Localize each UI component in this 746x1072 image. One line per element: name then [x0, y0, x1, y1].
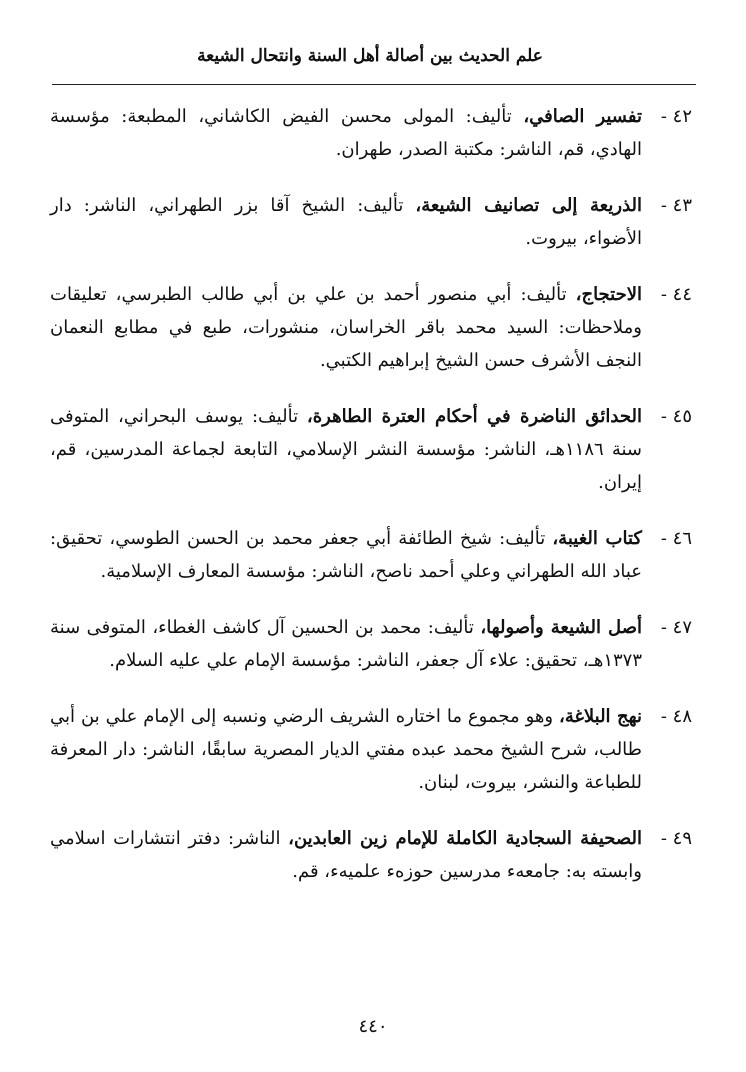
entry-title: الاحتجاج،	[575, 284, 642, 305]
entry-body	[50, 611, 642, 677]
entry-text: تأليف: المولى محسن الفيض الكاشاني، المطبعة: مؤسسة الهادي، قم، الناشر: مكتبة الصدر، طهران.	[50, 106, 642, 160]
bibliography-entry-49	[50, 822, 692, 888]
bibliography-entry-42	[50, 100, 692, 166]
entry-text: الناشر: دفتر انتشارات اسلامي وابسته به: جامعهء مدرسين حوزهء علميهء، قم.	[50, 828, 642, 882]
running-header: علم الحديث بين أصالة أهل السنة وانتحال الشيعة	[197, 46, 543, 66]
entry-text: تأليف: محمد بن الحسين آل كاشف الغطاء، المتوفى سنة ١٣٧٣هـ، تحقيق: علاء آل جعفر، الناشر: مؤسسة الإمام علي عليه السلام.	[50, 617, 642, 671]
entry-title: الحدائق الناضرة في أحكام العترة الطاهرة،	[306, 406, 642, 427]
entry-number: ٤٢ -	[660, 106, 692, 127]
entry-title: كتاب الغيبة،	[552, 528, 642, 549]
entry-number: ٤٩ -	[660, 828, 692, 849]
entry-title: أصل الشيعة وأصولها،	[480, 617, 642, 638]
entry-body	[50, 700, 642, 799]
entry-text: تأليف: أبي منصور أحمد بن علي بن أبي طالب الطبرسي، تعليقات وملاحظات: السيد محمد باقر الخراسان، منشورات، طبع في مطابع النعمان النجف الأشرف حسن الشيخ إبراهيم الكتبي.	[50, 284, 642, 371]
entry-title: الذريعة إلى تصانيف الشيعة،	[415, 195, 643, 216]
entry-title: نهج البلاغة،	[559, 706, 642, 727]
bibliography-entry-45	[50, 400, 692, 499]
entry-number: ٤٤ -	[660, 284, 692, 305]
entry-number: ٤٦ -	[660, 528, 692, 549]
bibliography-entry-44	[50, 278, 692, 377]
bibliography-entry-48	[50, 700, 692, 799]
entry-body	[50, 189, 642, 255]
page-number: ٤٤٠	[358, 1016, 388, 1037]
entry-number: ٤٥ -	[660, 406, 692, 427]
header-divider	[52, 84, 696, 85]
entry-body	[50, 100, 642, 166]
entry-number: ٤٧ -	[660, 617, 692, 638]
entry-body	[50, 522, 642, 588]
entry-body	[50, 400, 642, 499]
entry-text: تأليف: يوسف البحراني، المتوفى سنة ١١٨٦هـ، الناشر: مؤسسة النشر الإسلامي، التابعة لجماعة المدرسين، قم، إيران.	[50, 406, 643, 493]
entry-body	[50, 822, 642, 888]
bibliography-entry-47	[50, 611, 692, 677]
bibliography-list	[50, 100, 692, 911]
entry-title: تفسير الصافي،	[523, 106, 642, 127]
entry-number: ٤٣ -	[660, 195, 692, 216]
bibliography-entry-46	[50, 522, 692, 588]
bibliography-entry-43	[50, 189, 692, 255]
entry-number: ٤٨ -	[660, 706, 692, 727]
entry-text: وهو مجموع ما اختاره الشريف الرضي ونسبه إلى الإمام علي بن أبي طالب، شرح الشيخ محمد عبده مفتي الديار المصرية سابقًا، الناشر: دار المعرفة للطباعة والنشر، بيروت، لبنان.	[50, 706, 642, 793]
entry-body	[50, 278, 642, 377]
entry-text: تأليف: الشيخ آقا بزر الطهراني، الناشر: دار الأضواء، بيروت.	[50, 195, 642, 249]
entry-text: تأليف: شيخ الطائفة أبي جعفر محمد بن الحسن الطوسي، تحقيق: عباد الله الطهراني وعلي أحمد ناصح، الناشر: مؤسسة المعارف الإسلامية.	[50, 528, 642, 582]
entry-title: الصحيفة السجادية الكاملة للإمام زين العابدين،	[288, 828, 642, 849]
